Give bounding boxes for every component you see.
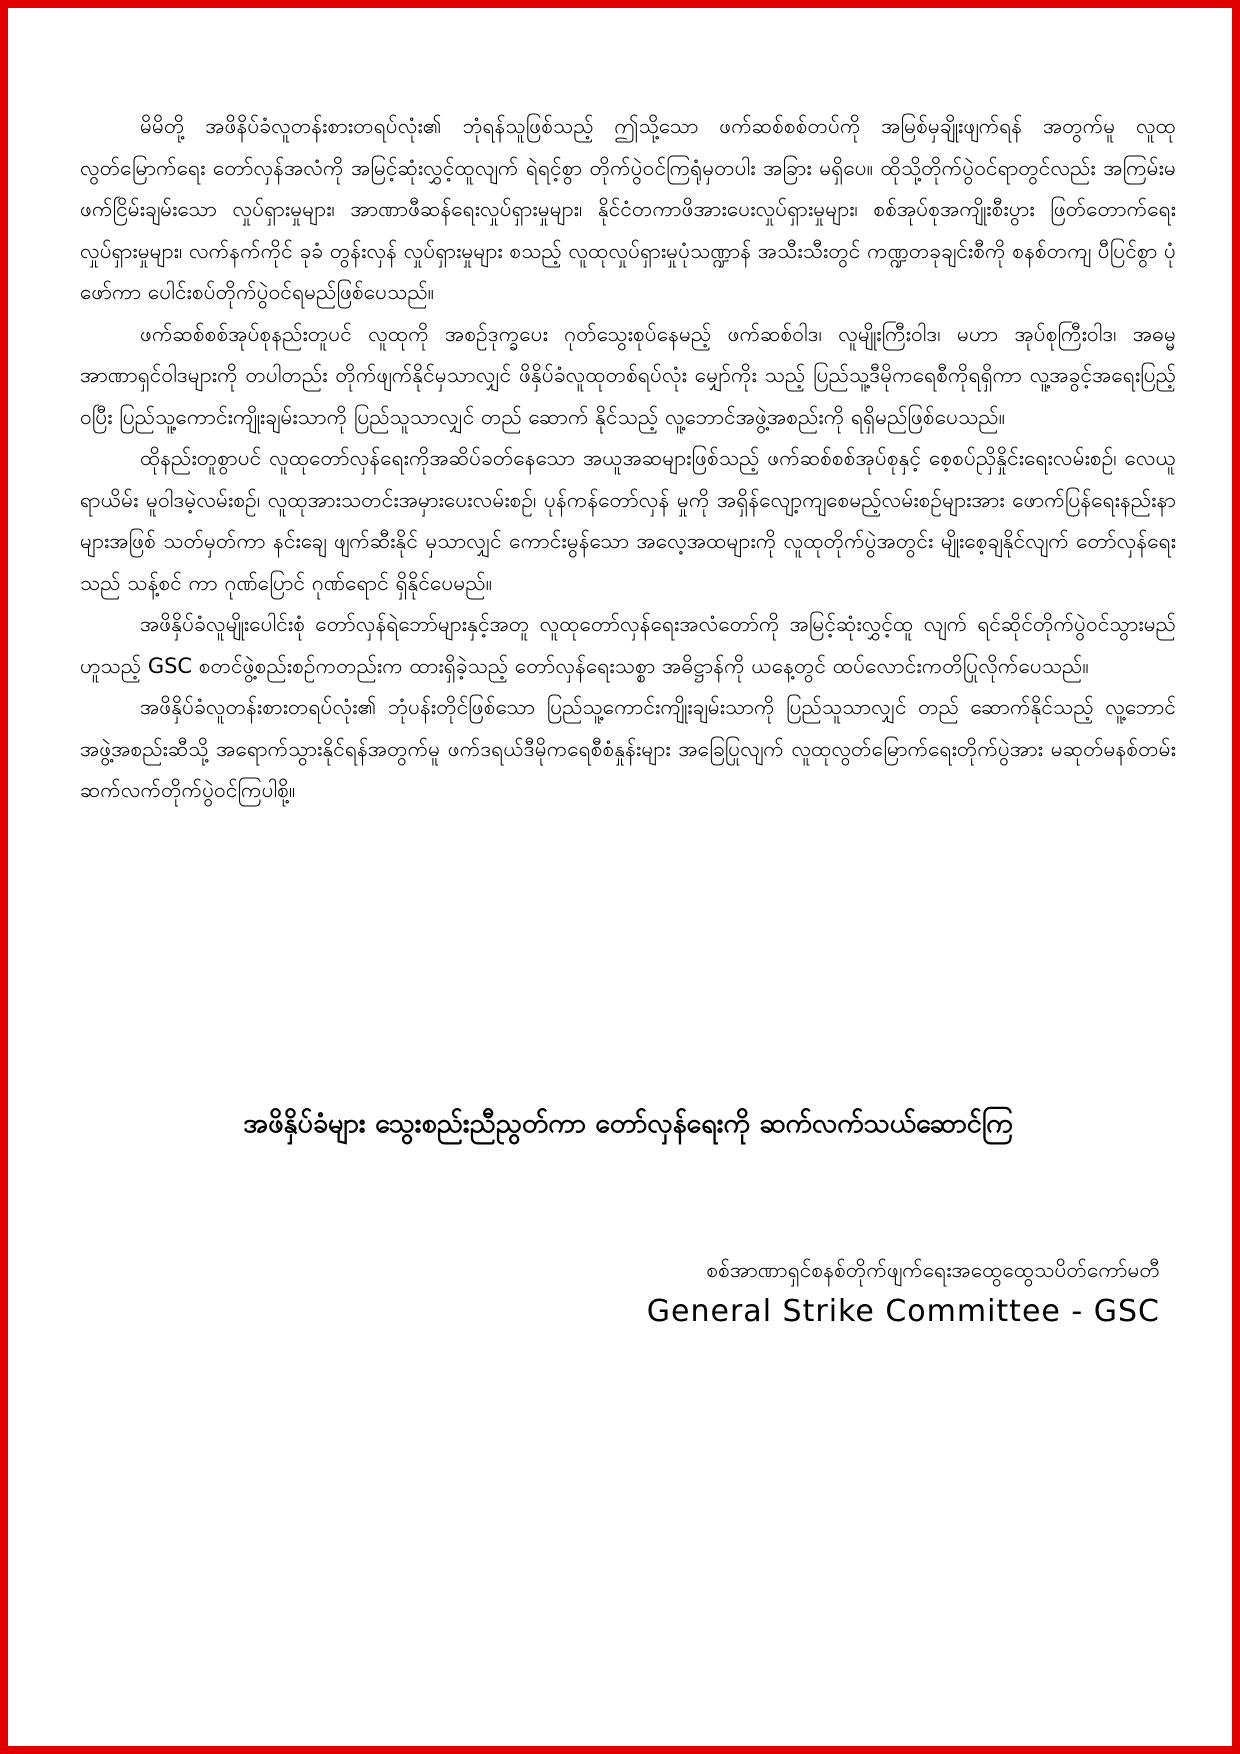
paragraph-5: အဖိနှိပ်ခံလူတန်းစားတရပ်လုံး၏ ဘုံပန်းတိုင်ဖြစ်သော ပြည်သူ့ကောင်းကျိုးချမ်းသာကို ပြည်သူသာလျှင် တည် ဆောက်နိုင်သည့် လူ့ဘောင်အဖွဲ့အစည်းဆီသို့ အရောက်သွားနိုင်ရန်အတွက်မူ ဖက်ဒရယ်ဒီမိုကရေစီစံနှုန်းများ အခြေပြုလျက် လူထုလွတ်မြောက်ရေးတိုက်ပွဲအား မဆုတ်မနစ်တမ်း ဆက်လက်တိုက်ပွဲဝင်ကြပါစို့။ — [80, 695, 1176, 802]
paragraph-1: မိမိတို့ အဖိနိပ်ခံလူတန်းစားတရပ်လုံး၏ ဘုံရန်သူဖြစ်သည့် ဤသို့သော ဖက်ဆစ်စစ်တပ်ကို အမြစ်မှချိုးဖျက်ရန် အတွက်မူ လူထုလွတ်မြောက်ရေး တော်လှန်အလံကို အမြင့်ဆုံးလွှင့်ထူလျက် ရဲရင့်စွာ တိုက်ပွဲဝင်ကြရုံမှတပါး အခြား မရှိပေ။ ထိုသို့တိုက်ပွဲဝင်ရာတွင်လည်း အကြမ်းမဖက်ငြိမ်းချမ်းသော လှုပ်ရှားမှုများ၊ အာဏာဖီဆန်ရေးလှုပ်ရှားမှုများ၊ နိုင်ငံတကာဖိအားပေးလှုပ်ရှားမှုများ၊ စစ်အုပ်စုအကျိုးစီးပွား ဖြတ်တောက်ရေးလှုပ်ရှားမှုများ၊ လက်နက်ကိုင် ခုခံ တွန်းလှန် လှုပ်ရှားမှုများ စသည့် လူထုလှုပ်ရှားမှုပုံသဏ္ဍာန် အသီးသီးတွင် ကဏ္ဍတခုချင်းစီကို စနစ်တကျ ပီပြင်စွာ ပုံဖော်ကာ ပေါင်းစပ်တိုက်ပွဲဝင်ရမည်ဖြစ်ပေသည်။ — [80, 114, 1176, 304]
slogan-heading: အဖိနှိပ်ခံများ သွေးစည်းညီညွတ်ကာ တော်လှန်ရေးကို ဆက်လက်သယ်ဆောင်ကြ — [243, 1108, 1013, 1139]
paragraph-2: ဖက်ဆစ်စစ်အုပ်စုနည်းတူပင် လူထုကို အစဉ်ဒုက္ခပေး ဂုတ်သွေးစုပ်နေမည့် ဖက်ဆစ်ဝါဒ၊ လူမျိုးကြီးဝါဒ၊ မဟာ အုပ်စုကြီးဝါဒ၊ အဓမ္မအာဏာရှင်ဝါဒများကို တပါတည်း တိုက်ဖျက်နိုင်မှသာလျှင် ဖိနှိပ်ခံလူထုတစ်ရပ်လုံး မျှော်ကိုး သည့် ပြည်သူ့ဒီမိုကရေစီကိုရရှိကာ လူ့အခွင့်အရေးပြည့်ဝပြီး ပြည်သူ့ကောင်းကျိုးချမ်းသာကို ပြည်သူသာလျှင် တည် ဆောက် နိုင်သည့် လူ့ဘောင်အဖွဲ့အစည်းကို ရရှိမည်ဖြစ်ပေသည်။ — [80, 321, 1176, 429]
signature-block — [647, 1252, 1160, 1336]
paragraph-3: ထိုနည်းတူစွာပင် လူထုတော်လှန်ရေးကိုအဆိပ်ခတ်နေသော အယူအဆများဖြစ်သည့် ဖက်ဆစ်စစ်အုပ်စုနှင့် စေ့စပ်ညှိနှိုင်းရေးလမ်းစဉ်၊ လေယူရာယိမ်း မူဝါဒမဲ့လမ်းစဉ်၊ လူထုအားသတင်းအမှားပေးလမ်းစဉ်၊ ပုန်ကန်တော်လှန် မှုကို အရှိန်လျော့ကျစေမည့်လမ်းစဉ်များအား ဖောက်ပြန်ရေးနည်းနာများအဖြစ် သတ်မှတ်ကာ နင်းချေ ဖျက်ဆီးနိုင် မှသာလျှင် ကောင်းမွန်သော အလေ့အထများကို လူထုတိုက်ပွဲအတွင်း မျိုးစေ့ချနိုင်လျက် တော်လှန်ရေးသည် သန့်စင် ကာ ဂုဏ်ပြောင် ဂုဏ်ရောင် ရှိနိုင်ပေမည်။ — [80, 446, 1176, 595]
document-body — [80, 106, 1176, 812]
signature-organization-english: General Strike Committee - GSC — [646, 1294, 1160, 1329]
paragraph-4: အဖိနှိပ်ခံလူမျိုးပေါင်းစုံ တော်လှန်ရဲဘော်များနှင့်အတူ လူထုတော်လှန်ရေးအလံတော်ကို အမြင့်ဆုံးလွှင့်ထူ လျက် ရင်ဆိုင်တိုက်ပွဲဝင်သွားမည်ဟူသည့် GSC စတင်ဖွဲ့စည်းစဉ်ကတည်းက ထားရှိခဲ့သည့် တော်လှန်ရေးသစ္စာ အဓိဋ္ဌာန်ကို ယနေ့တွင် ထပ်လောင်းကတိပြုလိုက်ပေသည်။ — [80, 612, 1176, 678]
signature-organization-myanmar: စစ်အာဏာရှင်စနစ်တိုက်ဖျက်ရေးအထွေထွေသပိတ်ကော်မတီ — [706, 1258, 1160, 1282]
